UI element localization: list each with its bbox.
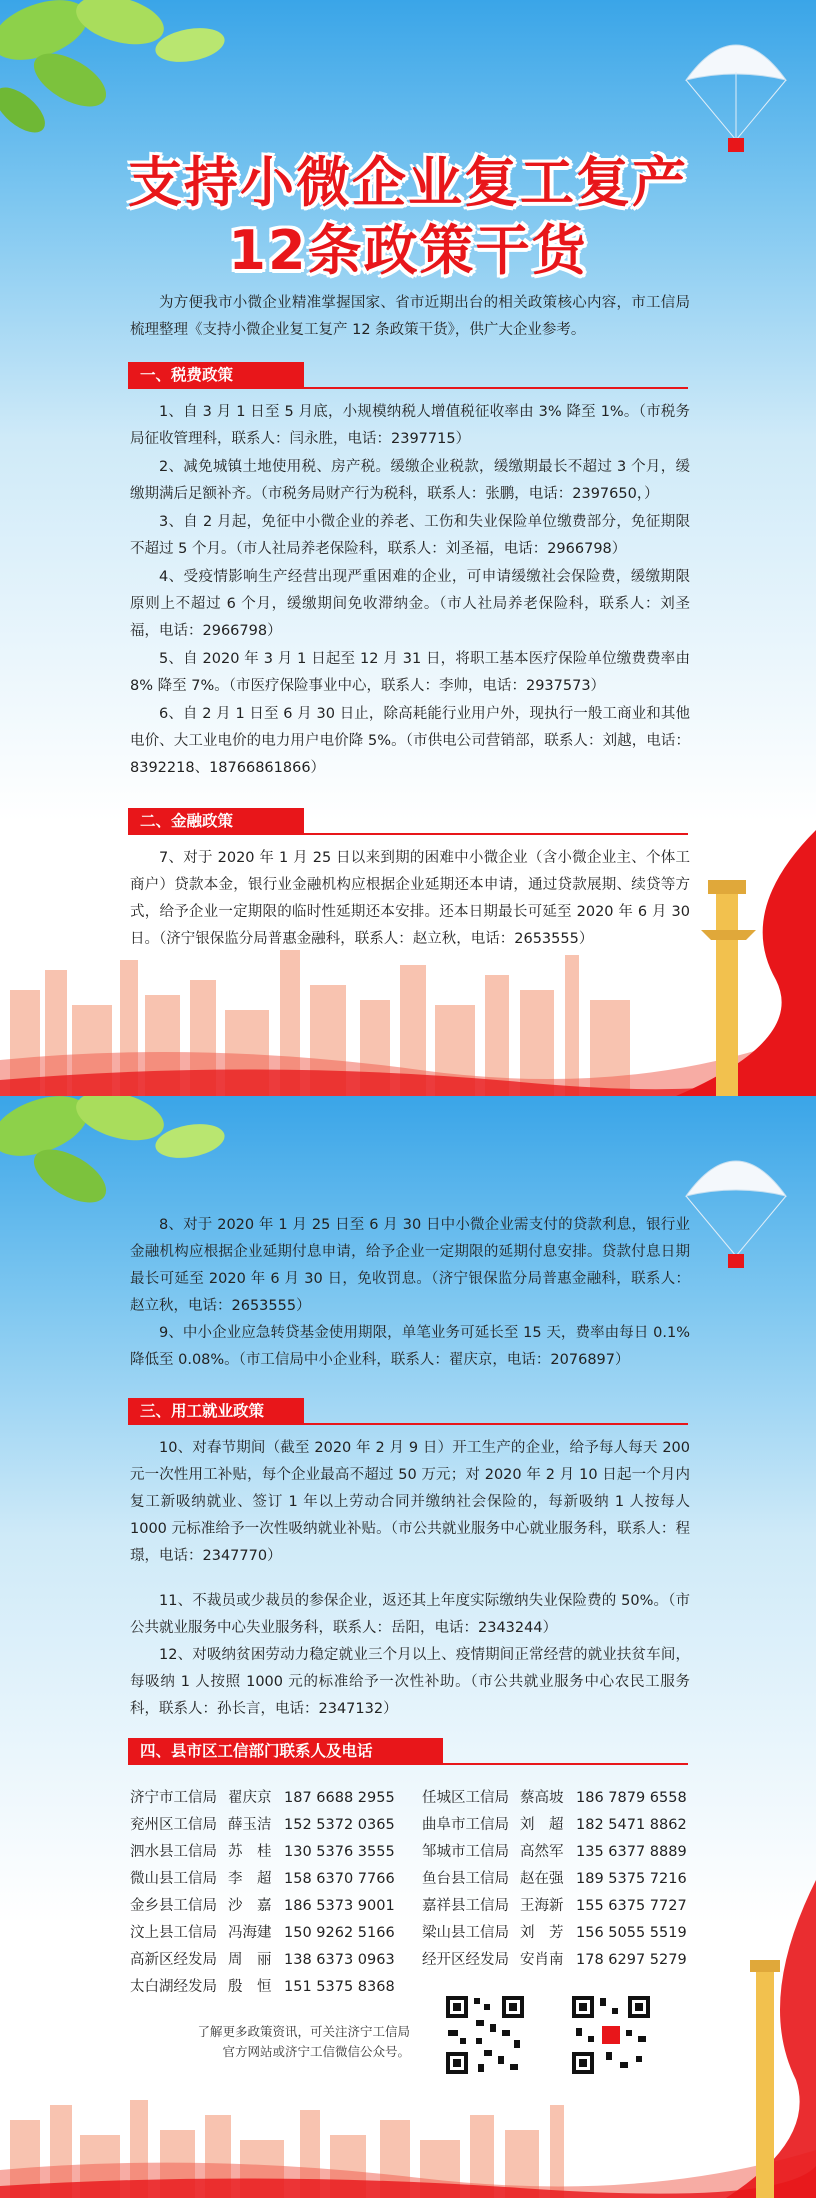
contact-row: 汶上县工信局 冯海建 150 9262 5166	[130, 1925, 395, 1941]
intro-paragraph: 为方便我市小微企业精准掌握国家、省市近期出台的相关政策核心内容，市工信局梳理整理《支持小微企业复工复产 12 条政策干货》，供广大企业参考。	[130, 295, 690, 338]
policy-item-11: 11、不裁员或少裁员的参保企业，返还其上年度实际缴纳失业保险费的 50%。（市公共就业服务中心失业服务科，联系人：岳阳，电话：2343244）	[130, 1593, 690, 1636]
parachute-balloon-icon	[676, 1136, 796, 1286]
policy-item-3: 3、自 2 月起，免征中小微企业的养老、工伤和失业保险单位缴费部分，免征期限不超过 5 个月。（市人社局养老保险科，联系人：刘圣福，电话：2966798）	[130, 514, 690, 557]
policy-item-9: 9、中小企业应急转贷基金使用期限，单笔业务可延长至 15 天，费率由每日 0.1% 降低至 0.08%。（市工信局中小企业科，联系人：翟庆京，电话：2076897）	[130, 1325, 690, 1368]
policy-item-2: 2、减免城镇土地使用税、房产税。缓缴企业税款，缓缴期最长不超过 3 个月，缓缴期满后足额补齐。（市税务局财产行为税科，联系人：张鹏，电话：2397650，）	[130, 459, 690, 502]
policy-item-10: 10、对春节期间（截至 2020 年 2 月 9 日）开工生产的企业，给予每人每天 200 元一次性用工补贴，每个企业最高不超过 50 万元；对 2020 年 2 月 10 日起一个月内复工新吸纳就业、签订 1 年以上劳动合同并缴纳社会保险的，每新吸纳 1 人按每人 1000 元标准给予一次性吸纳就业补贴。（市公共就业服务中心就业服务科，联系人：程璟，电话：2347770）	[130, 1440, 690, 1564]
contact-row: 太白湖经发局 殷 恒 151 5375 8368	[130, 1979, 395, 1995]
website-qr-code-icon[interactable]	[440, 1990, 530, 2080]
poster-panel-top	[0, 0, 816, 1096]
qr-note: 了解更多政策资讯，可关注济宁工信局 官方网站或济宁工信微信公众号。	[197, 2024, 410, 2059]
policy-item-4: 4、受疫情影响生产经营出现严重困难的企业，可申请缓缴社会保险费，缓缴期限原则上不超过 6 个月，缓缴期间免收滞纳金。（市人社局养老保险科，联系人：刘圣福，电话：2966798）	[130, 569, 690, 639]
policy-item-1: 1、自 3 月 1 日至 5 月底，小规模纳税人增值税征收率由 3% 降至 1%。（市税务局征收管理科，联系人：闫永胜，电话：2397715）	[130, 404, 690, 447]
section-title: 一、税费政策	[128, 362, 304, 389]
contact-row: 鱼台县工信局 赵在强 189 5375 7216	[422, 1871, 687, 1887]
policy-item-5: 5、自 2020 年 3 月 1 日起至 12 月 31 日，将职工基本医疗保险单位缴费费率由 8% 降至 7%。（市医疗保险事业中心，联系人：李帅，电话：2937573）	[130, 651, 690, 694]
contact-row: 经开区经发局 安肖南 178 6297 5279	[422, 1952, 687, 1968]
wechat-qr-code-icon[interactable]	[566, 1990, 656, 2080]
poster-title-line1: 支持小微企业复工复产	[128, 151, 688, 214]
policy-item-8: 8、对于 2020 年 1 月 25 日至 6 月 30 日中小微企业需支付的贷款利息，银行业金融机构应根据企业延期付息申请，给予企业一定期限的延期付息安排。贷款付息日期最长可延至 2020 年 6 月 30 日，免收罚息。（济宁银保监分局普惠金融科，联系人：赵立秋，电话：2653555）	[130, 1217, 690, 1314]
contact-row: 任城区工信局 蔡高坡 186 7879 6558	[422, 1790, 687, 1806]
city-skyline-icon	[0, 2090, 816, 2198]
policy-item-12: 12、对吸纳贫困劳动力稳定就业三个月以上、疫情期间正常经营的就业扶贫车间，每吸纳 1 人按照 1000 元的标准给予一次性补助。（市公共就业服务中心农民工服务科，联系人：孙长言，电话：2347132）	[130, 1647, 690, 1717]
divider	[128, 1763, 688, 1765]
divider	[128, 1423, 688, 1425]
contact-row: 邹城市工信局 高然军 135 6377 8889	[422, 1844, 687, 1860]
contact-row: 嘉祥县工信局 王海新 155 6375 7727	[422, 1898, 687, 1914]
divider	[128, 833, 688, 835]
section-title: 二、金融政策	[128, 808, 304, 835]
divider	[128, 387, 688, 389]
contact-row: 曲阜市工信局 刘 超 182 5471 8862	[422, 1817, 687, 1833]
green-leaves-icon	[0, 0, 260, 150]
contact-row: 金乡县工信局 沙 嘉 186 5373 9001	[130, 1898, 395, 1914]
policy-item-7: 7、对于 2020 年 1 月 25 日以来到期的困难中小微企业（含小微企业主、个体工商户）贷款本金，银行业金融机构应根据企业延期还本申请，通过贷款展期、续贷等方式，给予企业一定期限的临时性延期还本安排。还本日期最长可延至 2020 年 6 月 30 日。（济宁银保监分局普惠金融科，联系人：赵立秋，电话：2653555）	[130, 850, 690, 947]
red-ribbon-huabiao-icon	[696, 1880, 816, 2198]
contact-row: 泗水县工信局 苏 桂 130 5376 3555	[130, 1844, 395, 1860]
contact-row: 济宁市工信局 翟庆京 187 6688 2955	[130, 1790, 395, 1806]
section-header-finance	[128, 808, 688, 835]
section-title: 四、县市区工信部门联系人及电话	[128, 1738, 443, 1765]
section-header-contacts	[128, 1738, 688, 1765]
policy-item-6: 6、自 2 月 1 日至 6 月 30 日止，除高耗能行业用户外，现执行一般工商业和其他电价、大工业电价的电力用户电价降 5%。（市供电公司营销部，联系人：刘越，电话：8392218、18766861866）	[130, 706, 690, 776]
red-ribbon-huabiao-icon	[616, 830, 816, 1096]
section-title: 三、用工就业政策	[128, 1398, 304, 1425]
contact-row: 兖州区工信局 薛玉洁 152 5372 0365	[130, 1817, 395, 1833]
section-header-tax	[128, 362, 688, 389]
poster-title-line2: 12条政策干货	[228, 219, 588, 282]
contact-row: 梁山县工信局 刘 芳 156 5055 5519	[422, 1925, 687, 1941]
section-header-employment	[128, 1398, 688, 1425]
contact-row: 微山县工信局 李 超 158 6370 7766	[130, 1871, 395, 1887]
contact-row: 高新区经发局 周 丽 138 6373 0963	[130, 1952, 395, 1968]
